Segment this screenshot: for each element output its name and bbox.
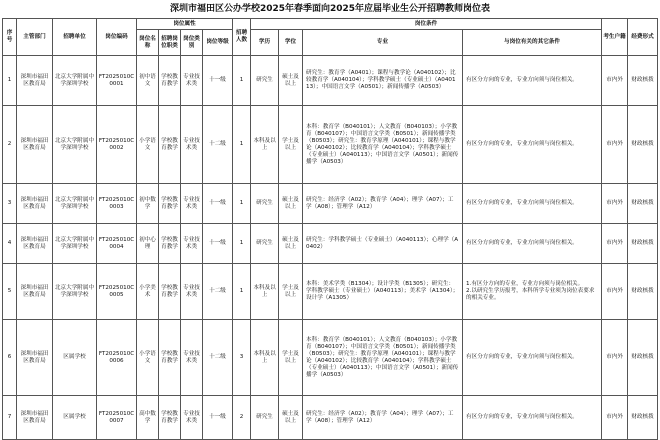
header-seq: 序号	[3, 19, 17, 56]
cell-edu: 本科及以上	[251, 106, 279, 184]
cell-cat: 专业技术类	[181, 264, 203, 320]
cell-funding: 财政核拨	[628, 106, 658, 184]
page-title: 深圳市福田区公办学校2025年春季面向2025年应届毕业生公开招聘教师岗位表	[169, 4, 491, 14]
cell-level: 十二级	[203, 320, 233, 396]
header-dept: 主管部门	[17, 19, 53, 56]
cell-other: 有区分方向的专业，专业方向须与岗位相关。	[463, 320, 602, 396]
cell-num: 2	[233, 396, 251, 440]
cell-edu: 本科及以上	[251, 320, 279, 396]
cell-type: 学校教育教学	[159, 320, 181, 396]
table-row	[3, 224, 658, 264]
cell-type: 学校教育教学	[159, 224, 181, 264]
cell-seq: 1	[3, 56, 17, 106]
cell-cat: 专业技术类	[181, 320, 203, 396]
cell-cat: 专业技术类	[181, 224, 203, 264]
cell-code: FT2025010C0001	[97, 56, 137, 106]
cell-cat: 专业技术类	[181, 56, 203, 106]
cell-major: 研究生：经济学（A02）；教育学（A04）；理学（A07）；工学（A08）；管理学（A12）	[303, 184, 463, 224]
table-row	[3, 264, 658, 320]
cell-post: 初中语文	[137, 56, 159, 106]
cell-post: 高中数学	[137, 396, 159, 440]
cell-seq: 7	[3, 396, 17, 440]
cell-dept: 深圳市福田区教育局	[17, 184, 53, 224]
header-num: 招聘人数	[233, 19, 251, 56]
header-post-type: 招聘岗位职类	[159, 30, 181, 56]
cell-edu: 研究生	[251, 184, 279, 224]
cell-degree: 硕士及以上	[279, 224, 303, 264]
header-code: 岗位编码	[97, 19, 137, 56]
cell-other: 有区分方向的专业，专业方向须与岗位相关。	[463, 106, 602, 184]
header-unit: 招聘单位	[53, 19, 97, 56]
cell-type: 学校教育教学	[159, 264, 181, 320]
cell-huji: 市内外	[602, 396, 628, 440]
job-table	[2, 18, 658, 440]
cell-level: 十一级	[203, 184, 233, 224]
cell-funding: 财政核拨	[628, 56, 658, 106]
cell-num: 3	[233, 320, 251, 396]
header-other: 与岗位有关的其它条件	[463, 30, 602, 56]
cell-cat: 专业技术类	[181, 396, 203, 440]
cell-num: 1	[233, 56, 251, 106]
cell-level: 十一级	[203, 396, 233, 440]
cell-code: FT2025010C0004	[97, 224, 137, 264]
cell-degree: 学士及以上	[279, 264, 303, 320]
table-row	[3, 396, 658, 440]
cell-num: 1	[233, 106, 251, 184]
cell-huji: 市内外	[602, 106, 628, 184]
cell-num: 1	[233, 264, 251, 320]
cell-code: FT2025010C0003	[97, 184, 137, 224]
cell-major: 研究生：教育学（A0401）；课程与教学论（A040102）；比较教育学（A040104）；学科教学硕士（专业硕士）（A040113）；中国语言文学（A0501）；新闻传播学（A0503）	[303, 56, 463, 106]
cell-edu: 研究生	[251, 224, 279, 264]
cell-funding: 财政核拨	[628, 320, 658, 396]
cell-degree: 硕士及以上	[279, 396, 303, 440]
table-row	[3, 184, 658, 224]
table-row	[3, 320, 658, 396]
cell-edu: 本科及以上	[251, 264, 279, 320]
cell-other: 有区分方向的专业，专业方向须与岗位相关。	[463, 396, 602, 440]
cell-seq: 6	[3, 320, 17, 396]
cell-num: 1	[233, 224, 251, 264]
cell-seq: 2	[3, 106, 17, 184]
cell-funding: 财政核拨	[628, 224, 658, 264]
cell-other: 有区分方向的专业，专业方向须与岗位相关。	[463, 184, 602, 224]
cell-major: 研究生：学科教学硕士（专业硕士）（A040113）；心理学（A0402）	[303, 224, 463, 264]
cell-degree: 学士及以上	[279, 320, 303, 396]
cell-huji: 市内外	[602, 320, 628, 396]
header-degree: 学位	[279, 30, 303, 56]
cell-cat: 专业技术类	[181, 106, 203, 184]
cell-degree: 硕士及以上	[279, 184, 303, 224]
cell-seq: 5	[3, 264, 17, 320]
cell-code: FT2025010C0006	[97, 320, 137, 396]
header-post-level: 岗位等级	[203, 30, 233, 56]
cell-funding: 财政核拨	[628, 264, 658, 320]
cell-level: 十二级	[203, 264, 233, 320]
cell-unit: 北京大学附属中学深圳学校	[53, 224, 97, 264]
cell-major: 本科：美术学类（B1304）；设计学类（B1305）；研究生：学科教学硕士（专业硕士）（A040113）；美术学（A1304）；设计学（A1305）	[303, 264, 463, 320]
cell-other: 1.有区分方向的专业，专业方向须与岗位相关。 2.以研究生学历报考，本科所学专业须为岗位表要求的相关专业。	[463, 264, 602, 320]
cell-huji: 市内外	[602, 184, 628, 224]
cell-dept: 深圳市福田区教育局	[17, 320, 53, 396]
cell-seq: 4	[3, 224, 17, 264]
cell-post: 小学语文	[137, 320, 159, 396]
header-cond-group: 岗位条件	[251, 19, 602, 30]
cell-type: 学校教育教学	[159, 396, 181, 440]
cell-other: 有区分方向的专业，专业方向须与岗位相关。	[463, 56, 602, 106]
cell-funding: 财政核拨	[628, 184, 658, 224]
header-post-cat: 岗位类别	[181, 30, 203, 56]
cell-dept: 深圳市福田区教育局	[17, 224, 53, 264]
cell-major: 研究生：经济学（A02）；教育学（A04）；理学（A07）；工学（A08）；管理学（A12）	[303, 396, 463, 440]
cell-huji: 市内外	[602, 56, 628, 106]
table-body	[3, 56, 658, 440]
cell-type: 学校教育教学	[159, 56, 181, 106]
cell-post: 初中数学	[137, 184, 159, 224]
cell-cat: 专业技术类	[181, 184, 203, 224]
header-huji: 考生户籍	[602, 19, 628, 56]
cell-seq: 3	[3, 184, 17, 224]
cell-unit: 北京大学附属中学深圳学校	[53, 184, 97, 224]
cell-level: 十二级	[203, 106, 233, 184]
cell-edu: 研究生	[251, 56, 279, 106]
cell-major: 本科：教育学（B040101）；人文教育（B040103）；小学教育（B040107）；中国语言文学类（B0501）；新闻传播学类（B0503）；研究生：教育学原理（A040101）；课程与教学论（A040102）；比较教育学（A040104）；学科教学硕士（专业硕士）（A040113）；中国语言文学（A0501）；新闻传播学（A0503）	[303, 106, 463, 184]
table-row	[3, 106, 658, 184]
cell-level: 十一级	[203, 56, 233, 106]
cell-unit: 北京大学附属中学深圳学校	[53, 264, 97, 320]
cell-dept: 深圳市福田区教育局	[17, 264, 53, 320]
cell-code: FT2025010C0002	[97, 106, 137, 184]
cell-level: 十一级	[203, 224, 233, 264]
cell-huji: 市内外	[602, 224, 628, 264]
cell-edu: 研究生	[251, 396, 279, 440]
cell-num: 1	[233, 184, 251, 224]
header-attr-group: 岗位属性	[137, 19, 233, 30]
cell-code: FT2025010C0005	[97, 264, 137, 320]
table-header	[3, 19, 658, 56]
cell-unit: 北京大学附属中学深圳学校	[53, 106, 97, 184]
cell-huji: 市内外	[602, 264, 628, 320]
cell-code: FT2025010C0007	[97, 396, 137, 440]
header-post-name: 岗位名称	[137, 30, 159, 56]
cell-dept: 深圳市福田区教育局	[17, 396, 53, 440]
cell-funding: 财政核拨	[628, 396, 658, 440]
cell-dept: 深圳市福田区教育局	[17, 106, 53, 184]
cell-type: 学校教育教学	[159, 184, 181, 224]
header-major: 专业	[303, 30, 463, 56]
cell-major: 本科：教育学（B040101）；人文教育（B040103）；小学教育（B040107）；中国语言文学类（B0501）；新闻传播学类（B0503）；研究生：教育学原理（A040101）；课程与教学论（A040102）；比较教育学（A040104）；学科教学硕士（专业硕士）（A040113）；中国语言文学（A0501）；新闻传播学（A0503）	[303, 320, 463, 396]
cell-other: 有区分方向的专业，专业方向须与岗位相关。	[463, 224, 602, 264]
cell-post: 小学美术	[137, 264, 159, 320]
cell-unit: 区属学校	[53, 320, 97, 396]
table-row	[3, 56, 658, 106]
cell-degree: 硕士及以上	[279, 56, 303, 106]
cell-post: 初中心理	[137, 224, 159, 264]
header-funding: 经费形式	[628, 19, 658, 56]
cell-unit: 区属学校	[53, 396, 97, 440]
header-edu: 学历	[251, 30, 279, 56]
cell-unit: 北京大学附属中学深圳学校	[53, 56, 97, 106]
cell-degree: 学士及以上	[279, 106, 303, 184]
cell-dept: 深圳市福田区教育局	[17, 56, 53, 106]
cell-type: 学校教育教学	[159, 106, 181, 184]
cell-post: 小学语文	[137, 106, 159, 184]
